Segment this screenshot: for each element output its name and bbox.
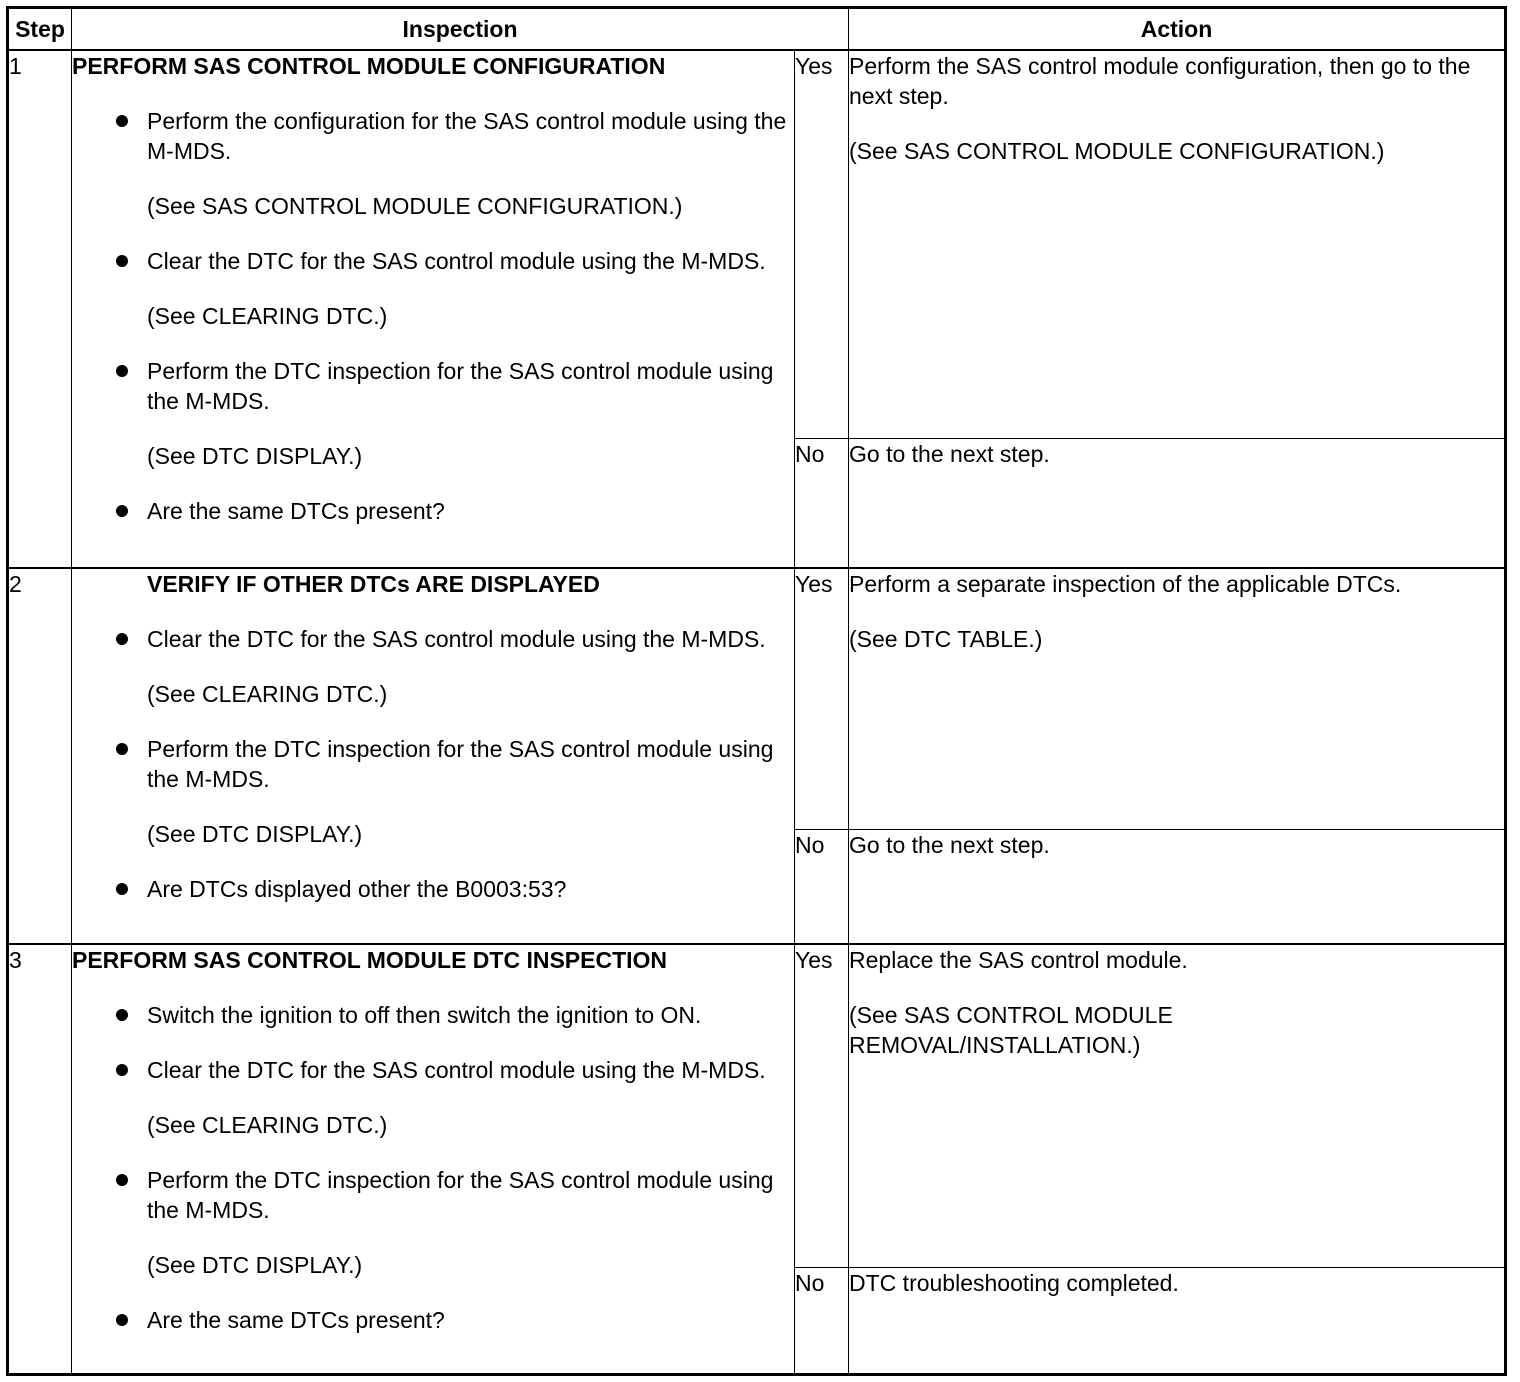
no-action-cell [849, 1268, 1506, 1375]
reference-link[interactable]: (See DTC DISPLAY.) [147, 820, 363, 847]
reference-link[interactable]: (See CLEARING DTC.) [147, 680, 388, 707]
no-label: No [795, 438, 849, 568]
action-text: Replace the SAS control module. [849, 946, 1188, 973]
yes-action-cell [849, 944, 1506, 1268]
action-text: DTC troubleshooting completed. [849, 1270, 1179, 1297]
reference-link[interactable]: (See SAS CONTROL MODULE CONFIGURATION.) [147, 193, 683, 219]
bullet-icon [116, 1314, 128, 1326]
troubleshooting-table [6, 6, 1507, 1376]
bullet-item: Switch the ignition to off then switch the ignition to ON. [72, 1000, 794, 1030]
step-column-header: Step [8, 8, 72, 51]
step-3-yes-row [8, 944, 1506, 1268]
no-action-cell [849, 830, 1506, 944]
action-text: Perform the SAS control module configuration, then go to the next step. [849, 53, 1471, 109]
inspection-cell [72, 568, 795, 944]
step-number: 2 [8, 568, 72, 944]
bullet-item: Perform the DTC inspection for the SAS control module using the M-MDS. [72, 734, 794, 794]
yes-label: Yes [795, 50, 849, 438]
header-row [8, 8, 1506, 51]
yes-label: Yes [795, 568, 849, 830]
bullet-icon [116, 505, 128, 517]
bullet-item: Perform the configuration for the SAS control module using the M-MDS. [72, 106, 794, 166]
step-2-yes-row [8, 568, 1506, 830]
bullet-icon [116, 633, 128, 645]
reference-link[interactable]: (See DTC DISPLAY.) [147, 443, 363, 469]
bullet-item: Are the same DTCs present? [72, 496, 794, 526]
inspection-column-header: Inspection [72, 8, 849, 51]
no-label: No [795, 830, 849, 944]
no-action-cell [849, 438, 1506, 568]
bullet-icon [116, 255, 128, 267]
yes-label: Yes [795, 944, 849, 1268]
bullet-item: Are the same DTCs present? [72, 1305, 794, 1335]
bullet-item: Clear the DTC for the SAS control module using the M-MDS. [72, 1055, 794, 1085]
step-number: 3 [8, 944, 72, 1375]
bullet-item: Clear the DTC for the SAS control module using the M-MDS. [72, 624, 794, 654]
reference-link[interactable]: (See CLEARING DTC.) [147, 1111, 388, 1138]
action-column-header: Action [849, 8, 1506, 51]
bullet-item: Perform the DTC inspection for the SAS control module using the M-MDS. [72, 356, 794, 416]
yes-action-cell [849, 50, 1506, 438]
bullet-icon [116, 365, 128, 377]
step-1-yes-row [8, 50, 1506, 438]
bullet-icon [116, 1009, 128, 1021]
yes-action-cell [849, 568, 1506, 830]
reference-link[interactable]: (See DTC DISPLAY.) [147, 1251, 363, 1278]
step-title: PERFORM SAS CONTROL MODULE CONFIGURATION [72, 53, 666, 79]
bullet-icon [116, 743, 128, 755]
reference-link[interactable]: (See SAS CONTROL MODULE REMOVAL/INSTALLATION.) [849, 1001, 1173, 1058]
bullet-icon [116, 1064, 128, 1076]
inspection-cell [72, 944, 795, 1375]
inspection-cell [72, 50, 795, 568]
step-title: PERFORM SAS CONTROL MODULE DTC INSPECTION [72, 946, 668, 973]
step-title: VERIFY IF OTHER DTCs ARE DISPLAYED [147, 570, 600, 597]
step-number: 1 [8, 50, 72, 568]
bullet-item: Perform the DTC inspection for the SAS control module using the M-MDS. [72, 1165, 794, 1225]
bullet-icon [116, 883, 128, 895]
action-text: Go to the next step. [849, 440, 1050, 467]
reference-link[interactable]: (See DTC TABLE.) [849, 625, 1043, 652]
action-text: Perform a separate inspection of the applicable DTCs. [849, 570, 1402, 597]
bullet-icon [116, 115, 128, 127]
no-label: No [795, 1268, 849, 1375]
reference-link[interactable]: (See CLEARING DTC.) [147, 303, 388, 329]
bullet-icon [116, 1174, 128, 1186]
bullet-item: Clear the DTC for the SAS control module using the M-MDS. [72, 246, 794, 276]
reference-link[interactable]: (See SAS CONTROL MODULE CONFIGURATION.) [849, 138, 1385, 164]
action-text: Go to the next step. [849, 832, 1050, 859]
bullet-item: Are DTCs displayed other the B0003:53? [72, 874, 794, 904]
